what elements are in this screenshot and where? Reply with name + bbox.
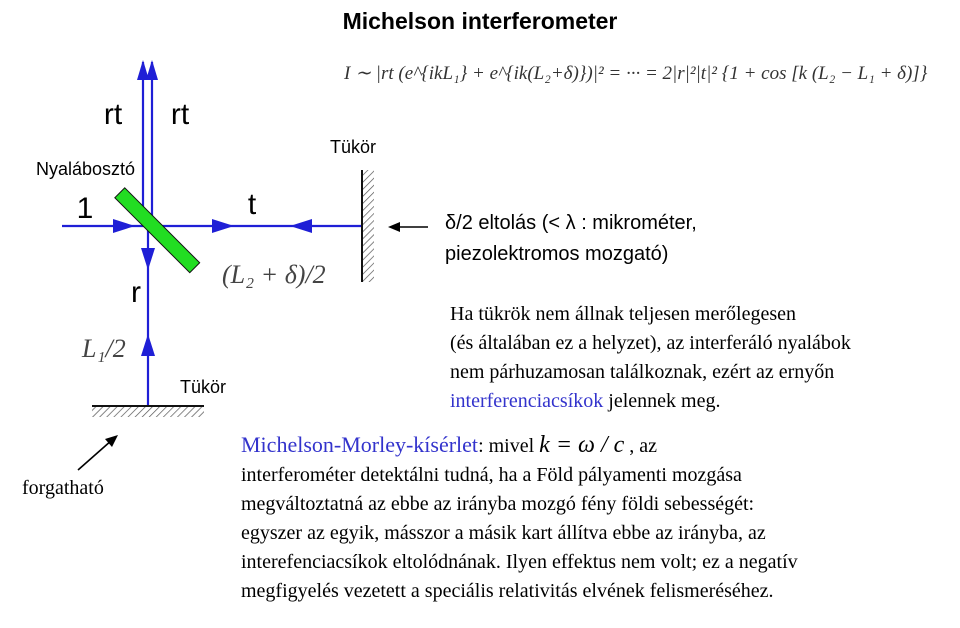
mm-line-4: egyszer az egyik, másszor a másik kart állítva ebbe az irányba, az bbox=[241, 522, 766, 544]
label-rt-left: rt bbox=[103, 98, 123, 131]
label-input: 1 bbox=[76, 192, 94, 225]
intensity-formula: I ∼ |rt (e^{ikL₁} + e^{ik(L₂+δ)})|² = ··· = 2|r|²|t|² {1 + cos [k (L₂ − L₁ + δ)]} bbox=[344, 63, 928, 84]
return-up-arrowhead bbox=[141, 334, 155, 356]
mm-line-2: interferométer detektálni tudná, ha a Föld pályamenti mozgása bbox=[241, 464, 742, 486]
fringes-line-4 bbox=[450, 387, 950, 416]
label-rt-right: rt bbox=[170, 98, 190, 131]
mm-line-3: megváltoztatná az ebbe az irányba mozgó fény földi sebességét: bbox=[241, 493, 755, 515]
input-arrowhead bbox=[113, 219, 135, 233]
mm-line-5: interefenciacsíkok eltolódnának. Ilyen effektus nem volt; ez a negatív bbox=[241, 551, 798, 573]
fringes-line-4-rest: jelennek meg. bbox=[603, 390, 721, 412]
michelson-morley-paragraph bbox=[241, 430, 951, 606]
transmitted-arrowhead bbox=[212, 219, 234, 233]
reflected-down-arrowhead bbox=[141, 248, 155, 270]
output-arrowhead-right bbox=[146, 60, 158, 80]
shift-note-line-2: piezolektromos mozgató) bbox=[445, 243, 669, 265]
label-mirror-right: Tükör bbox=[330, 137, 377, 157]
return-arrowhead bbox=[290, 219, 312, 233]
mirror-bottom-hatch bbox=[92, 406, 204, 417]
fringes-highlight: interferenciacsíkok bbox=[450, 390, 604, 412]
shift-note bbox=[445, 208, 697, 270]
label-mirror-bottom: Tükör bbox=[180, 377, 227, 397]
fringes-line-3: nem párhuzamosan találkoznak, ezért az ernyőn bbox=[450, 361, 835, 383]
label-rotatable: forgatható bbox=[22, 477, 104, 499]
label-arm-bottom-length: L₁/2 bbox=[82, 334, 126, 363]
fringes-paragraph bbox=[450, 300, 950, 416]
label-transmitted: t bbox=[247, 188, 257, 221]
mirror-right-hatch bbox=[362, 170, 374, 282]
rotatable-pointer-line bbox=[78, 440, 112, 470]
beamsplitter bbox=[115, 188, 200, 273]
page-title: Michelson interferometer bbox=[342, 8, 618, 34]
mm-heading: Michelson-Morley-kísérlet bbox=[241, 432, 479, 457]
mm-line-1 bbox=[241, 430, 951, 461]
shift-pointer-arrowhead bbox=[388, 222, 400, 232]
mm-heading-rest-pre: : mivel bbox=[478, 435, 540, 457]
mm-math: k = ω / c bbox=[539, 432, 625, 458]
label-beamsplitter: Nyalábosztó bbox=[36, 159, 136, 179]
shift-note-line-1: δ/2 eltolás (< λ : mikrométer, bbox=[445, 212, 697, 234]
label-arm-right-length: (L₂ + δ)/2 bbox=[222, 260, 326, 289]
label-reflected: r bbox=[131, 276, 141, 309]
mm-heading-rest-post: , az bbox=[624, 435, 658, 457]
fringes-line-1: Ha tükrök nem állnak teljesen merőlegesen bbox=[450, 303, 796, 325]
mm-line-6: megfigyelés vezetett a speciális relativitás elvének felismeréséhez. bbox=[241, 580, 774, 602]
fringes-line-2: (és általában ez a helyzet), az interferáló nyalábok bbox=[450, 332, 851, 354]
